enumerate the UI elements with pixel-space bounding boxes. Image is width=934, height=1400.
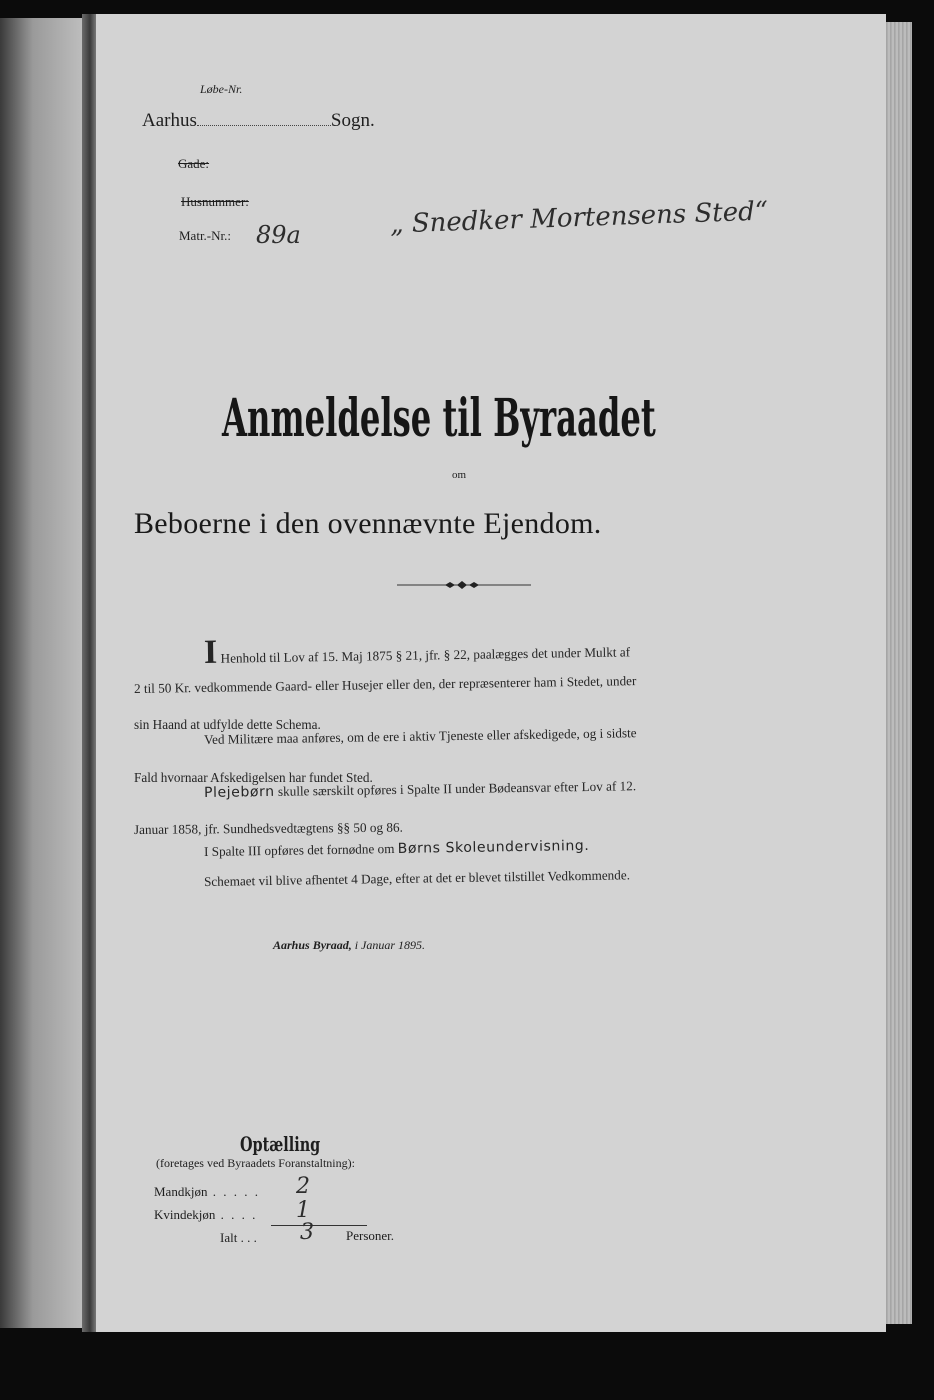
- husnummer-text: Husnummer:: [181, 194, 249, 209]
- page-subtitle: Beboerne i den ovennævnte Ejendom.: [134, 507, 602, 540]
- count-heading: Optælling: [240, 1132, 321, 1156]
- lobe-nr-label: Løbe-Nr.: [200, 82, 243, 96]
- husnummer-label: [181, 194, 249, 210]
- p1-line-1-text: Henhold til Lov af 15. Maj 1875 § 21, jfr. § 22, paalægges det under Mulkt af: [220, 644, 631, 666]
- paragraph-1-line-2: 2 til 50 Kr. vedkommende Gaard- eller Husejer eller den, der repræsenterer ham i Stedet, under: [133, 673, 637, 696]
- title-om: om: [452, 469, 467, 481]
- total-label: Ialt: [220, 1230, 238, 1245]
- handwritten-address: „ Snedker Mortensens Sted“: [389, 196, 769, 240]
- paragraph-2-line-1: Ved Militære maa anføres, om de ere i aktiv Tjeneste eller afskedigede, og i sidste: [203, 725, 637, 747]
- p3-line-1-text: skulle særskilt opføres i Spalte II under Bødeansvar efter Lov af 12.: [277, 778, 637, 799]
- matr-value: 89a: [256, 221, 301, 249]
- parish-row: [142, 110, 375, 132]
- signature-line: [273, 938, 425, 953]
- document-page: [96, 14, 886, 1332]
- paragraph-5: Schemaet vil blive afhentet 4 Dage, efter at det er blevet tilstillet Vedkommende.: [203, 867, 631, 889]
- paragraph-4: [204, 838, 590, 860]
- men-row: Mandkjøn . . . . .: [154, 1184, 260, 1199]
- men-value: 2: [296, 1174, 310, 1199]
- paragraph-1-line-1: [204, 629, 630, 670]
- women-label: Kvindekjøn: [154, 1207, 216, 1222]
- ornament-divider: [397, 580, 531, 590]
- matr-label: Matr.-Nr.:: [179, 228, 231, 243]
- paragraph-1-line-3: sin Haand at udfylde dette Schema.: [134, 717, 321, 732]
- women-value: 1: [296, 1198, 310, 1223]
- plejeborn-word: Plejebørn: [203, 783, 275, 801]
- drop-cap: I: [203, 633, 218, 671]
- p4-pre-text: I Spalte III opføres det fornødne om: [203, 841, 395, 859]
- page-title: Anmeldelse til Byraadet: [222, 388, 656, 449]
- women-row: Kvindekjøn . . . .: [154, 1207, 258, 1222]
- parish-suffix: Sogn.: [330, 110, 375, 131]
- total-unit: Personer.: [346, 1228, 395, 1243]
- total-value: 3: [300, 1220, 314, 1245]
- gade-label: Gade:: [178, 156, 210, 171]
- parish-name: Aarhus: [142, 110, 197, 131]
- signature-date: i Januar 1895.: [354, 938, 426, 952]
- skoleundervisning-word: Børns Skoleundervisning.: [397, 837, 590, 857]
- sum-rule: [271, 1225, 367, 1226]
- total-row: Ialt . . .: [220, 1230, 257, 1245]
- count-note: (foretages ved Byraadets Foranstaltning):: [156, 1156, 355, 1170]
- paragraph-3-line-2: Januar 1858, jfr. Sundhedsvedtægtens §§ 50 og 86.: [133, 819, 403, 837]
- paragraph-2-line-2: Fald hvornaar Afskedigelsen har fundet Sted.: [134, 770, 373, 785]
- left-page-edge: [0, 18, 82, 1328]
- men-label: Mandkjøn: [154, 1184, 208, 1199]
- signature-place: Aarhus Byraad,: [273, 938, 352, 952]
- parish-dots: [197, 113, 331, 126]
